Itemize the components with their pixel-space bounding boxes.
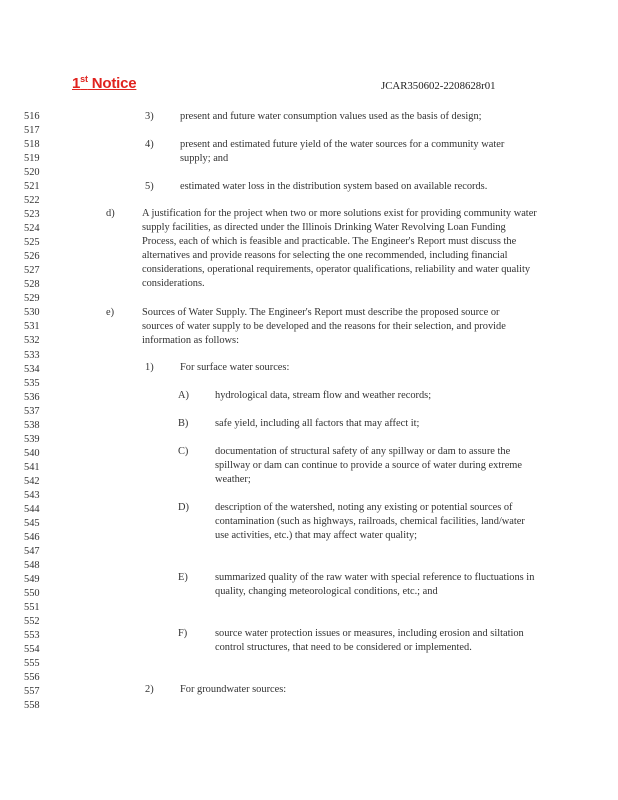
line-number: 527	[24, 265, 40, 277]
item-text-3: present and future water consumption values used as the basis of design;	[180, 111, 482, 122]
line-number: 532	[24, 335, 40, 347]
line-number: 531	[24, 321, 40, 333]
line-number: 535	[24, 377, 40, 389]
line-number: 547	[24, 545, 40, 557]
line-number: 542	[24, 475, 40, 487]
line-number: 544	[24, 503, 40, 515]
item-text-B: safe yield, including all factors that may affect it;	[215, 418, 420, 429]
line-number: 518	[24, 139, 40, 151]
line-number: 549	[24, 573, 40, 585]
item-text-E: summarized quality of the raw water with special reference to fluctuations in quality, changing meteorological conditions, etc.; and	[215, 572, 535, 598]
line-number: 550	[24, 588, 40, 600]
notice-heading: 1st Notice	[72, 74, 137, 92]
line-number: 556	[24, 672, 40, 684]
line-number: 552	[24, 616, 40, 628]
item-label-D: D)	[178, 502, 189, 513]
line-number: 516	[24, 111, 40, 122]
line-number: 543	[24, 489, 40, 501]
line-number: 524	[24, 223, 40, 235]
item-label-1: 1)	[145, 362, 154, 373]
document-id: JCAR350602-2208628r01	[381, 80, 496, 92]
item-label-e: e)	[106, 307, 115, 318]
item-label-4: 4)	[145, 139, 154, 150]
line-number: 533	[24, 349, 40, 361]
item-text-D: description of the watershed, noting any existing or potential sources of contamination (such as highways, railroads, chemical facilities, land/water use activities, etc.) that may affect water quality;	[215, 502, 525, 542]
line-number: 557	[24, 686, 40, 698]
line-number: 554	[24, 644, 40, 656]
line-number: 537	[24, 405, 40, 417]
line-number: 539	[24, 433, 40, 445]
item-text-2: For groundwater sources:	[180, 684, 287, 695]
line-number: 523	[24, 209, 40, 221]
line-number: 555	[24, 658, 40, 670]
item-text-C: documentation of structural safety of any spillway or dam to assure the spillway or dam can continue to provide a source of water during extreme weather;	[215, 446, 522, 486]
line-number: 540	[24, 447, 40, 459]
line-number: 530	[24, 307, 40, 319]
line-number: 519	[24, 153, 40, 165]
item-label-2: 2)	[145, 684, 154, 695]
line-number: 545	[24, 517, 40, 529]
item-label-B: B)	[178, 418, 189, 429]
line-number: 538	[24, 419, 40, 431]
item-text-1: For surface water sources:	[180, 362, 290, 373]
line-number: 551	[24, 602, 40, 614]
item-label-A: A)	[178, 390, 189, 401]
item-text-F: source water protection issues or measures, including erosion and siltation control structures, that need to be considered or implemented.	[215, 628, 524, 654]
item-label-d: d)	[106, 208, 115, 219]
item-text-4: present and estimated future yield of the water sources for a community water supply; and	[180, 139, 505, 165]
item-text-e: Sources of Water Supply. The Engineer's Report must describe the proposed source or sources of water supply to be developed and the reasons for their selection, and provide information as follows:	[142, 307, 506, 347]
item-text-d: A justification for the project when two or more solutions exist for providing community water supply facilities, as directed under the Illinois Drinking Water Revolving Loan Funding Process, each of which is feasible and practicable. The Engineer's Report must discuss the alternatives and provide reasons for selecting the one recommended, including financial considerations, operational requirements, operator qualifications, reliability and water quality considerations.	[142, 208, 537, 290]
item-label-F: F)	[178, 628, 188, 639]
item-text-5: estimated water loss in the distribution system based on available records.	[180, 181, 488, 192]
item-label-5: 5)	[145, 181, 154, 192]
line-number: 548	[24, 559, 40, 571]
line-number: 553	[24, 630, 40, 642]
line-number: 529	[24, 293, 40, 305]
line-number: 520	[24, 167, 40, 179]
item-label-E: E)	[178, 572, 188, 583]
item-text-A: hydrological data, stream flow and weather records;	[215, 390, 432, 401]
line-number: 534	[24, 363, 40, 375]
line-number: 528	[24, 279, 40, 291]
line-number: 546	[24, 531, 40, 543]
line-number: 521	[24, 181, 40, 193]
line-number: 522	[24, 195, 40, 207]
line-number: 536	[24, 391, 40, 403]
item-label-C: C)	[178, 446, 189, 457]
line-number: 526	[24, 251, 40, 263]
line-number: 525	[24, 237, 40, 249]
line-number: 517	[24, 125, 40, 137]
line-number: 541	[24, 461, 40, 473]
line-number: 558	[24, 700, 40, 712]
item-label-3: 3)	[145, 111, 154, 122]
